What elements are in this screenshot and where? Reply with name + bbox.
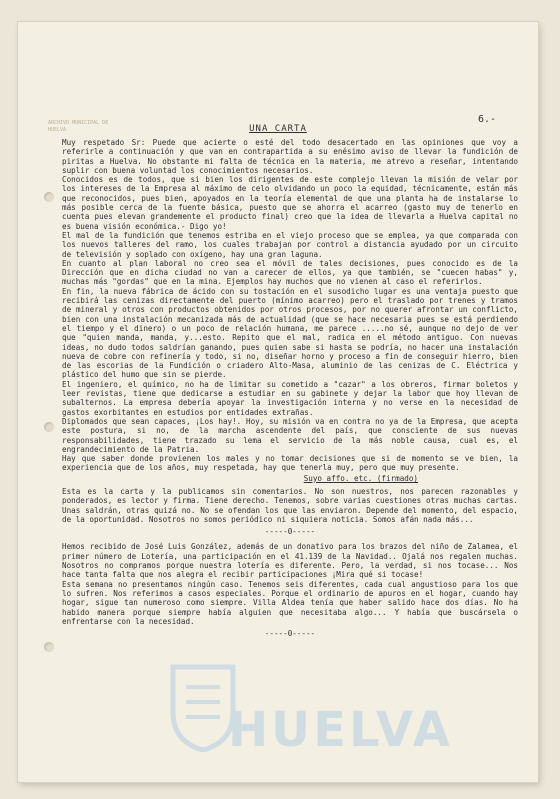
signature-text: Suyo affo. etc. (firmado) <box>303 473 418 483</box>
letter-paragraph: Muy respetado Sr: Puede que acierte o esté del todo desacertado en las opiniones que voy a referirle a continuación y que van en contrapartida a su enésimo aviso de llevar la fundición de piritas a Huelva. No obstante mi falta de técnica en la materia, me atrevo a reseñar, intentando suplir con buena voluntad los conocimientos necesarios. <box>62 138 518 175</box>
archive-stamp: ARCHIVO MUNICIPAL DE HUELVA <box>48 120 109 133</box>
end-separator: -----0----- <box>264 629 316 639</box>
letter-body <box>62 138 518 644</box>
letter-paragraph: Hay que saber donde provienen los males y no tomar decisiones que si de momento se ve bien, la experiencia que de los años, muy respetada, hay que tenerla muy, pero que muy presente. <box>62 454 518 473</box>
punch-hole <box>44 642 54 652</box>
letter-paragraph: En cuanto al plan laboral no creo sea el móvil de tales decisiones, pues conocido es de la Dirección que en dicha ciudad no van a carecer de ellos, ya que también, se "cuecen habas" y, muchas más "gordas" que en la mina. Ejemplos hay muchos que no vienen al caso el referirlos. <box>62 258 518 287</box>
watermark-text: HUELVA <box>228 702 453 758</box>
letter-paragraph: Conocidos es de todos, que si bien los dirigentes de este complejo llevan la misión de velar por los intereses de la Empresa al máximo de celo olvidando un poco la equidad, técnicamente, están más que reconocidos, pues bien, apoyados en la teoría elemental de que una planta ha de instalarse lo más posible cerca de la fuente básica, puesto que se ahorra el acarreo (gasto muy de tenerlo en cuenta pues elevan grandemente el producto final) creo que la idea de llevarla a Huelva capital no es buena visión económica.- Digo yo! <box>62 175 518 231</box>
document-title <box>18 124 538 134</box>
section-separator: -----0----- <box>264 527 316 537</box>
archive-watermark <box>168 642 508 758</box>
signature-line <box>62 474 518 483</box>
letter-paragraph: Diplomados que sean capaces, ¡Los hay!. Hoy, su misión va en contra no ya de la Empresa, que acepta este postura, si no, de la marcha ascendente del país, que consciente de sus nuevas responsabilidades, tiene trazado su lema el servicio de la más noble causa, cual es, el engrandecimiento de la Patria. <box>62 416 518 454</box>
document-page <box>18 22 538 782</box>
punch-hole <box>44 192 54 202</box>
letter-paragraph: El mal de la fundición que tenemos estriba en el viejo proceso que se emplea, ya que comparada con los nuevos talleres del ramo, los cuales trabajan por control a distancia ayudado por un circuito de televisión y soplado con oxígeno, hay una gran laguna. <box>62 230 518 259</box>
document-title-text: UNA CARTA <box>249 124 307 134</box>
punch-hole <box>44 422 54 432</box>
closing-paragraph: Hemos recibido de José Luis González, además de un donativo para los brazos del niño de Zalamea, el primer número de Lotería, una participación en el 41.139 de la Navidad.. Ojalá nos regalen muchas. Nosotros no compramos porque nuestra lotería es diferente. Pero, la verdad, si nos tocase... Nos hace tanta falta que nos alegra el recibir participaciones ¡Mira qué si tocase! <box>62 542 518 580</box>
editorial-comment: Esta es la carta y la publicamos sin comentarios. No son nuestros, nos parecen razonables y ponderados, es lector y firma. Tiene derecho. Tenemos, sobre varias cuestiones otras muchas cartas. Unas saldrán, otras quizá no. No se ofendan los que las enviaron. Depende del momento, del espacio, de la oportunidad. Nosotros no somos periódico ni siquiera noticia. Somos afán nada más... <box>62 486 518 524</box>
shield-icon <box>168 662 238 752</box>
closing-paragraph: Esta semana no presentamos ningún caso. Tenemos seis diferentes, cada cual angustioso para los que lo sufren. Nos referimos a casos especiales. Porque el ordinario de apuros en el hogar, cuando hay hogar, sigue tan numeroso como siempre. Villa Aldea tenía que haber salido hace dos días. No ha habido manera porque siempre había alguien que necesitaba algo... Y había que buscársela o enfrentarse con la necesidad. <box>62 579 518 626</box>
letter-paragraph: En fin, la nueva fábrica de ácido con su tostación en el susodicho lugar es una ventaja puesto que recibirá las cenizas directamente del puerto (mínimo acarreo) pero el traslado por trenes y tramos de mineral y otros con productos obtenidos por otros procesos, por no querer afrontar un conflicto, bien con una instalación mecanizada más de actualidad (que se hace necesaria pues se está perdiendo el tiempo y el dinero) o un poco de relación humana, me parece .....no sé, aunque no dejo de ver que "quien manda, manda, y...esto. Repito que el mal, radica en el método antiguo. Con nuevas ideas, no dudo todos saldrían ganando, pues quien sabe si hasta se podría, no hacer una instalación nueva de cobre con refinería y todo, si no, diseñar horno y proceso a fin de conseguir hierro, bien de las escorias de la Fundición o criadero Alto-Masa, aluminio de las cenizas de C. Eléctrica y plástico del humo que sin se pierde. <box>62 286 518 380</box>
page-number: 6.- <box>477 114 496 125</box>
letter-paragraph: El ingeniero, el químico, no ha de limitar su cometido a "cazar" a los obreros, firmar boletos y leer revistas, tiene que dedicarse a estudiar en su gabinete y dejar la labor que hoy llevan de subalternos. La empresa debería apoyar la investigación interna y no verse en la necesidad de gastos exorbitantes en estudios por entidades extrañas. <box>62 379 518 417</box>
